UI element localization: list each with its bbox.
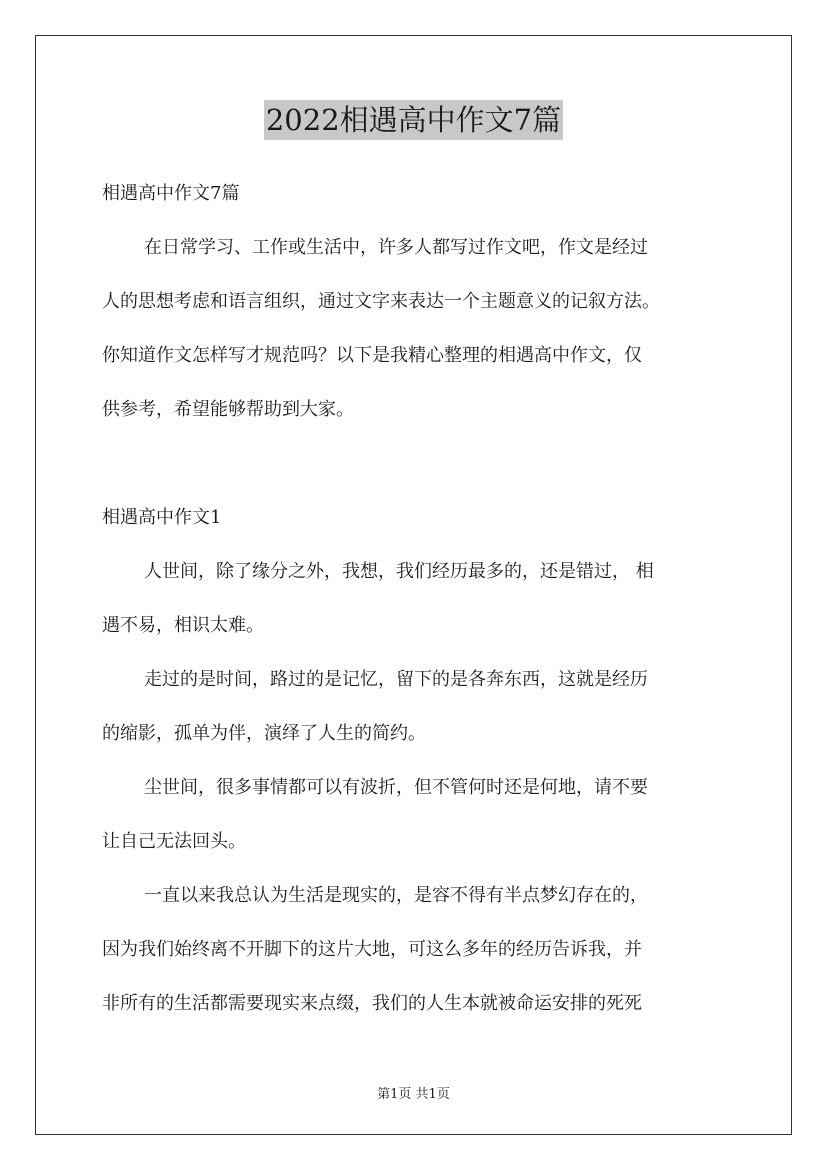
section-heading: 相遇高中作文1 bbox=[102, 507, 222, 528]
paragraph-line: 遇不易，相识太难。 bbox=[102, 615, 264, 636]
paragraph-line: 因为我们始终离不开脚下的这片大地，可这么多年的经历告诉我，并 bbox=[102, 939, 642, 960]
document-body bbox=[102, 172, 732, 1036]
paragraph-line: 让自己无法回头。 bbox=[102, 831, 246, 852]
paragraph-line: 走过的是时间，路过的是记忆，留下的是各奔东西，这就是经历 bbox=[144, 669, 648, 690]
page-footer: 第1页 共1页 bbox=[377, 1087, 450, 1102]
paragraph-line: 供参考，希望能够帮助到大家。 bbox=[102, 399, 354, 420]
section-heading: 相遇高中作文7篇 bbox=[102, 183, 240, 204]
paragraph-line: 尘世间，很多事情都可以有波折，但不管何时还是何地，请不要 bbox=[144, 777, 648, 798]
document-title: 2022相遇高中作文7篇 bbox=[264, 100, 563, 140]
paragraph-line: 非所有的生活都需要现实来点缀，我们的人生本就被命运安排的死死 bbox=[102, 993, 642, 1014]
paragraph-line: 的缩影，孤单为伴，演绎了人生的简约。 bbox=[102, 723, 426, 744]
paragraph-line: 一直以来我总认为生活是现实的，是容不得有半点梦幻存在的， bbox=[144, 885, 648, 906]
paragraph-line: 在日常学习、工作或生活中，许多人都写过作文吧，作文是经过 bbox=[144, 237, 648, 258]
blank-line bbox=[102, 442, 732, 496]
title-container bbox=[0, 100, 827, 140]
paragraph-line: 你知道作文怎样写才规范吗？以下是我精心整理的相遇高中作文，仅 bbox=[102, 345, 642, 366]
paragraph-line: 人世间，除了缘分之外，我想，我们经历最多的，还是错过， 相 bbox=[144, 561, 654, 582]
paragraph-line: 人的思想考虑和语言组织，通过文字来表达一个主题意义的记叙方法。 bbox=[102, 291, 660, 312]
